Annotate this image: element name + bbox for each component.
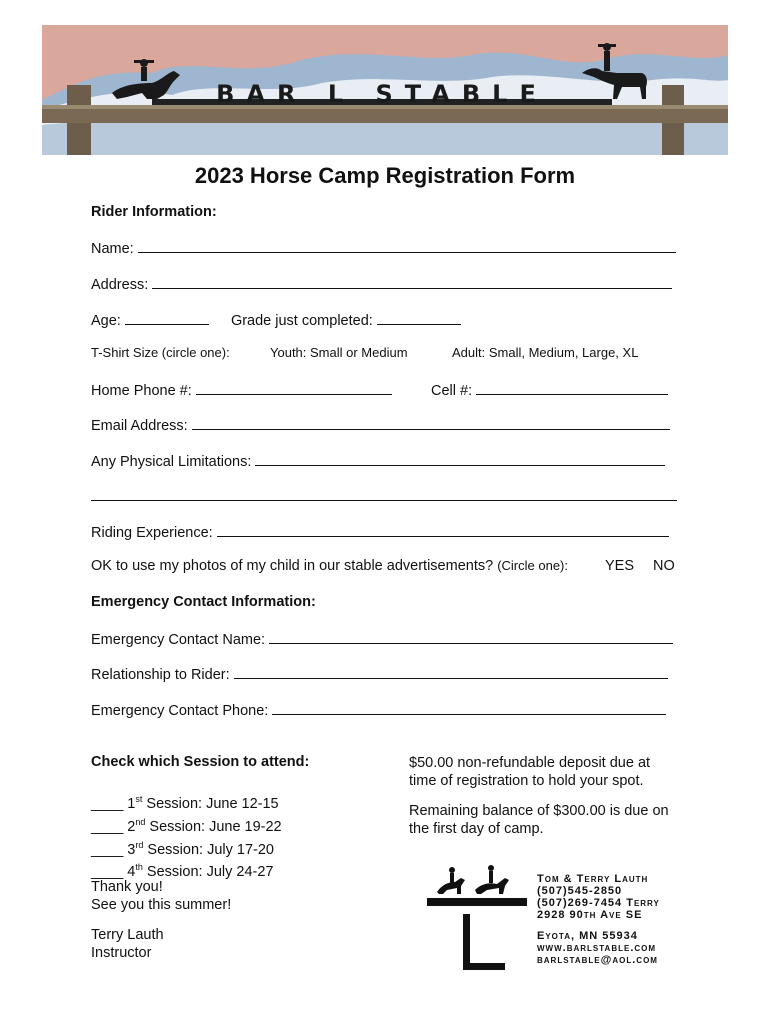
riding-row	[91, 522, 669, 541]
emergency-phone-label: Emergency Contact Phone:	[91, 703, 269, 719]
deposit-note: $50.00 non-refundable deposit due at time of registration to hold your spot.	[409, 755, 651, 789]
instructor-role: Instructor	[91, 945, 152, 961]
home-phone-label: Home Phone #:	[91, 383, 192, 399]
cell-label: Cell #:	[431, 383, 473, 399]
home-phone-row	[91, 380, 392, 399]
contact-city: Eyota, MN 55934	[537, 930, 638, 942]
photo-no-option[interactable]: NO	[653, 558, 675, 574]
session-item[interactable]: ____ 1st Session: June 12-15	[91, 794, 279, 812]
emergency-name-field[interactable]	[269, 629, 673, 644]
tshirt-label: T-Shirt Size (circle one):	[91, 345, 230, 360]
address-field[interactable]	[152, 274, 672, 289]
contact-names: Tom & Terry Lauth	[537, 873, 649, 885]
relationship-row	[91, 664, 668, 683]
balance-note: Remaining balance of $300.00 is due on the first day of camp.	[409, 803, 669, 837]
session-item[interactable]: ____ 3rd Session: July 17-20	[91, 839, 274, 858]
email-row	[91, 415, 670, 434]
contact-phone-2: (507)269-7454 Terry	[537, 897, 660, 909]
grade-label: Grade just completed:	[230, 313, 373, 329]
limitations-label: Any Physical Limitations:	[91, 454, 252, 470]
limitations-extra-line[interactable]	[91, 500, 677, 501]
home-phone-field[interactable]	[196, 380, 392, 395]
contact-block-bottom	[537, 930, 658, 966]
grade-field[interactable]	[377, 310, 461, 325]
form-title: 2023 Horse Camp Registration Form	[194, 163, 576, 188]
age-field[interactable]	[125, 310, 209, 325]
contact-web-link[interactable]: www.barlstable.com	[537, 942, 657, 954]
tshirt-youth-options[interactable]: Youth: Small or Medium	[270, 345, 408, 360]
tshirt-adult-options[interactable]: Adult: Small, Medium, Large, XL	[452, 345, 639, 360]
contact-block-top	[537, 873, 660, 921]
contact-street: 2928 90th Ave SE	[537, 909, 643, 921]
limitations-row	[91, 451, 665, 470]
sessions-heading: Check which Session to attend:	[91, 754, 310, 770]
emergency-name-row	[91, 629, 673, 648]
limitations-field[interactable]	[255, 451, 665, 466]
rider-info-heading: Rider Information:	[91, 204, 217, 220]
signature-block	[91, 926, 164, 962]
bar-l-stable-banner	[42, 25, 728, 155]
riding-field[interactable]	[217, 522, 669, 537]
cell-field[interactable]	[476, 380, 668, 395]
session-item[interactable]: ____ 2nd Session: June 19-22	[91, 816, 282, 835]
riding-label: Riding Experience:	[91, 525, 213, 541]
photo-circle-note: (Circle one):	[497, 558, 568, 573]
address-label: Address:	[91, 277, 149, 293]
cell-row	[431, 380, 668, 399]
age-grade-row	[91, 310, 461, 329]
see-you-text: See you this summer!	[91, 897, 232, 913]
emergency-phone-row	[91, 700, 666, 719]
age-label: Age:	[91, 313, 121, 329]
photo-question: OK to use my photos of my child in our stable advertisements?	[91, 558, 494, 574]
relationship-label: Relationship to Rider:	[91, 667, 230, 683]
thanks-block	[91, 878, 231, 914]
session-item[interactable]: ____ 4th Session: July 24-27	[91, 862, 274, 881]
email-field[interactable]	[192, 415, 670, 430]
bar-l-logo	[425, 860, 530, 972]
address-row	[91, 274, 672, 293]
name-field[interactable]	[138, 238, 676, 253]
emergency-heading: Emergency Contact Information:	[91, 594, 316, 610]
session-list	[91, 790, 282, 881]
thanks-text: Thank you!	[91, 879, 163, 895]
photo-yes-option[interactable]: YES	[605, 558, 635, 574]
emergency-name-label: Emergency Contact Name:	[91, 632, 266, 648]
emergency-phone-field[interactable]	[272, 700, 666, 715]
photo-row	[91, 558, 568, 574]
email-label: Email Address:	[91, 418, 188, 434]
contact-phone-1: (507)545-2850	[537, 885, 623, 897]
relationship-field[interactable]	[234, 664, 668, 679]
contact-email-link[interactable]: barlstable@aol.com	[537, 954, 658, 966]
name-row	[91, 238, 676, 257]
name-label: Name:	[91, 241, 134, 257]
banner-sign-text: BAR L STABLE	[216, 80, 548, 108]
instructor-name: Terry Lauth	[91, 927, 164, 943]
